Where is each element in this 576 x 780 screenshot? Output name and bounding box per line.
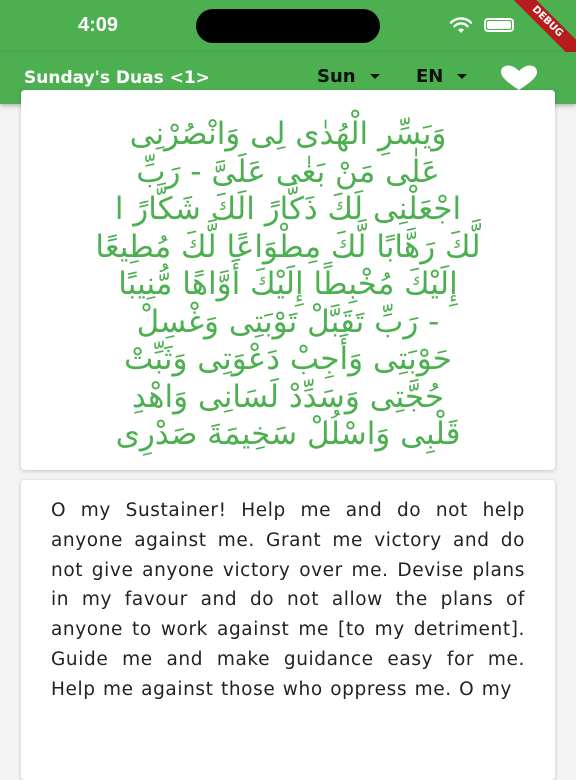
status-bar [0, 0, 576, 52]
english-translation-text: O my Sustainer! Help me and do not help anyone against me. Grant me victory and do not give anyone victory over me. Devise plans in my favour and do not allow the plans of anyone to work against me [to my detriment]. Guide me and make guidance easy for me. Help me against those who oppress me. O my [51, 500, 525, 700]
battery-icon [484, 18, 514, 32]
debug-banner: DEBUG [495, 0, 576, 74]
day-dropdown[interactable] [317, 66, 380, 87]
arabic-line: اجْعَلْنِى لَكَ ذَكَّارً الَكَ شَكَّارً ا [114, 191, 462, 227]
arabic-line: وَيَسِّرِ الْهُدٰى لِى وَانْصُرْنِى [129, 116, 447, 152]
arabic-line: عَلٰى مَنْ بَغٰى عَلَىَّ - رَبِّ [136, 153, 440, 190]
chevron-down-icon [370, 74, 380, 79]
dynamic-island [196, 9, 380, 43]
day-dropdown-value: Sun [317, 66, 356, 87]
arabic-line: لَّكَ رَهَّابًا لَّكَ مِطْوَاعًا لَّكَ مُطِيعًا [95, 228, 481, 265]
arabic-dua-card [21, 90, 555, 470]
arabic-line: إِلَيْكَ مُخْبِطًا إِلَيْكَ أَوَّاهًا مُّنِيبًا [118, 266, 458, 302]
english-translation-card [21, 480, 555, 780]
chevron-down-icon [457, 74, 467, 79]
wifi-icon [449, 16, 473, 34]
arabic-line: قَلْبِى وَاسْلُلْ سَخِيمَةَ صَدْرِى [115, 416, 461, 452]
arabic-line: حَوْبَتِى وَأَجِبْ دَعْوَتِى وَثَبِّتْ [124, 341, 452, 377]
arabic-line: حُجَّتِى وَسَدِّدْ لَسَانِى وَاهْدِ [131, 378, 445, 415]
heart-icon[interactable] [499, 65, 539, 91]
arabic-dua-text [21, 90, 555, 454]
language-dropdown-value: EN [416, 66, 444, 87]
arabic-line: - رَبِّ تَقَبَّلْ تَوْبَتِى وَغْسِلْ [136, 303, 440, 340]
status-time: 4:09 [78, 14, 119, 36]
page-title: Sunday's Duas <1> [24, 68, 210, 88]
language-dropdown[interactable] [416, 66, 467, 87]
